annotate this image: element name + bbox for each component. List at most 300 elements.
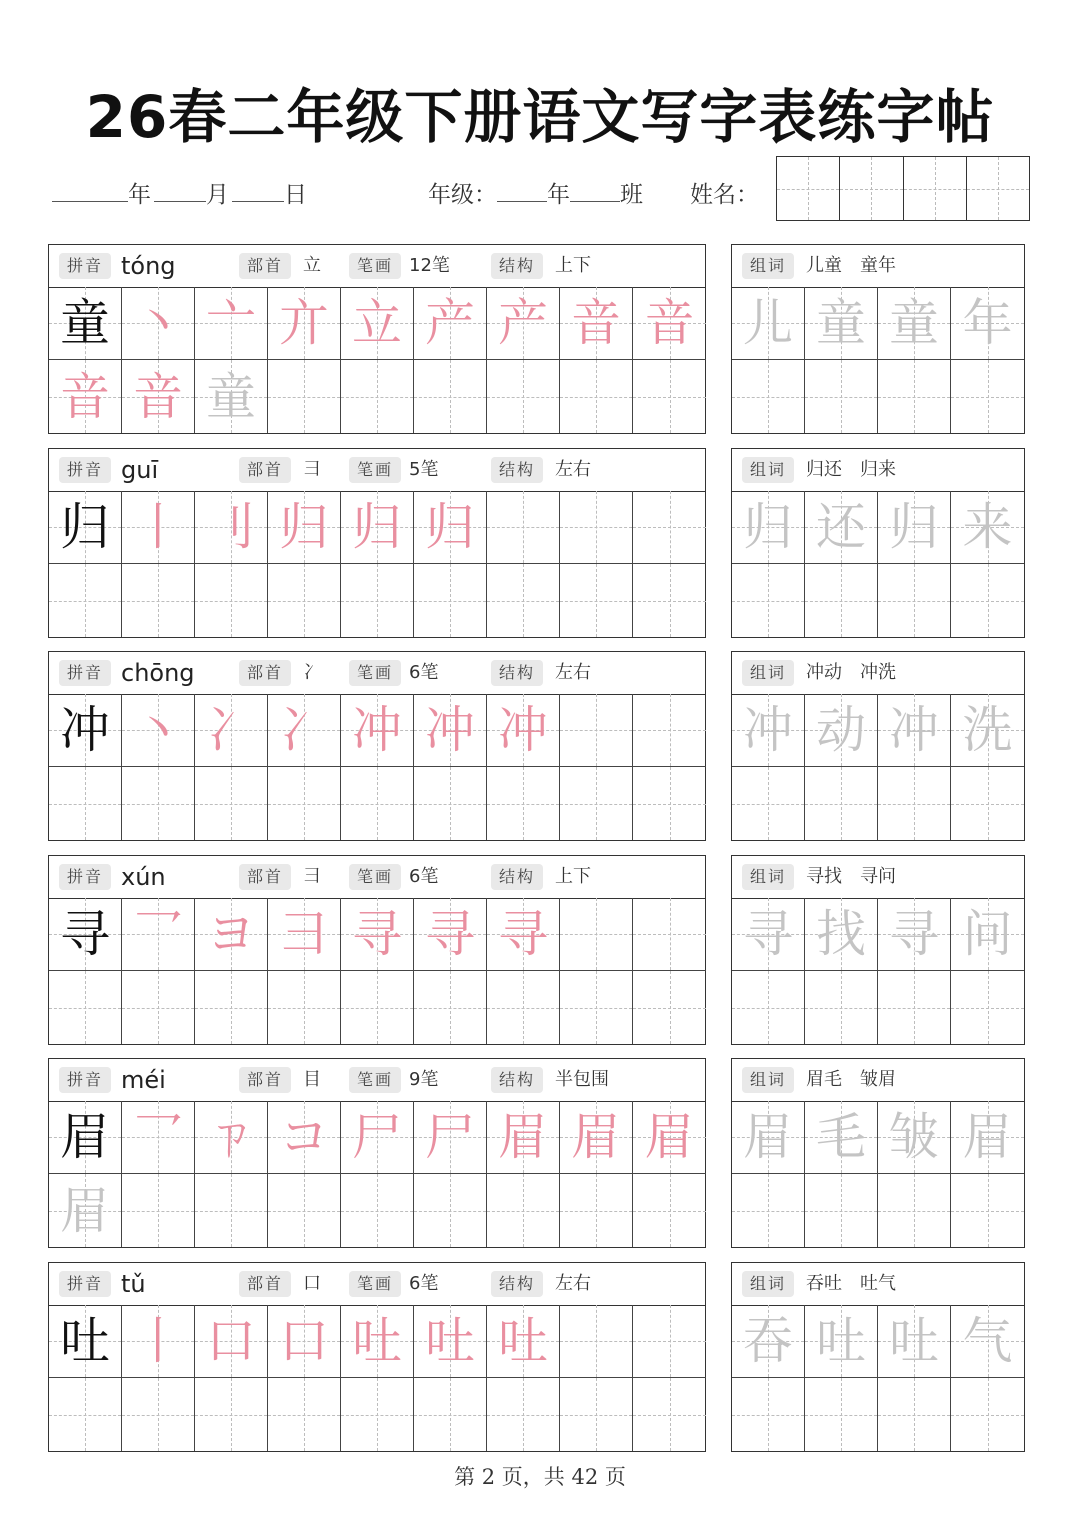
stroke-step-char: 音 [571,294,621,352]
page-footer: 第 2 页，共 42 页 [454,1465,626,1489]
practice-cell[interactable] [268,694,341,767]
grade-blank[interactable] [497,179,547,202]
practice-grid [49,287,706,433]
stroke-step-char: 寻 [498,905,548,963]
practice-cell[interactable] [268,971,341,1044]
practice-cell[interactable] [195,767,268,840]
stroke-step-char: 产 [498,294,548,352]
stroke-step-char: 归 [425,498,475,556]
practice-cell[interactable] [122,360,195,433]
practice-cell[interactable] [268,767,341,840]
trace-cell[interactable] [805,1174,878,1247]
practice-cell[interactable] [49,898,122,971]
practice-cell[interactable] [122,564,195,637]
stroke-step-char: 亣 [279,294,329,352]
practice-cell[interactable] [341,767,414,840]
pinyin-value: xún [121,863,166,891]
trace-cell[interactable] [878,767,951,840]
strokes-value: 12笔 [409,255,450,276]
practice-cell[interactable] [633,1101,706,1174]
words-value: 寻找 寻问 [806,866,896,887]
trace-cell[interactable] [805,767,878,840]
trace-cell[interactable] [951,971,1024,1044]
practice-cell[interactable] [195,564,268,637]
stroke-step-char: 寻 [352,905,402,963]
trace-cell[interactable] [805,360,878,433]
trace-char: 寻 [743,905,793,963]
pinyin-value: tóng [121,252,176,280]
practice-grid [49,491,706,637]
word-trace-grid [732,1305,1024,1451]
strokes-tag: 笔画 [349,1067,401,1093]
practice-cell[interactable] [341,564,414,637]
month-blank[interactable] [154,179,206,202]
strokes-tag: 笔画 [349,253,401,279]
trace-cell[interactable] [805,694,878,767]
strokes-tag: 笔画 [349,457,401,483]
practice-cell[interactable] [122,1101,195,1174]
trace-cell[interactable] [805,1305,878,1378]
trace-cell[interactable] [951,564,1024,637]
pinyin-tag: 拼音 [59,457,111,483]
year-blank[interactable] [52,179,128,202]
stroke-step-char: 丶 [133,294,183,352]
trace-cell[interactable] [951,898,1024,971]
practice-cell[interactable] [414,491,487,564]
structure-tag: 结构 [491,253,543,279]
practice-cell[interactable] [49,287,122,360]
trace-cell[interactable] [732,564,805,637]
practice-cell[interactable] [122,694,195,767]
trace-char: 找 [816,905,866,963]
practice-cell[interactable] [414,1305,487,1378]
practice-cell[interactable] [633,1378,706,1451]
stroke-step-char: 冲 [425,701,475,759]
practice-cell[interactable] [560,287,633,360]
trace-char: 问 [962,905,1013,963]
practice-cell[interactable] [341,1305,414,1378]
class-label: 班 [620,182,643,208]
practice-cell[interactable] [195,1305,268,1378]
trace-cell[interactable] [732,1101,805,1174]
trace-char: 眉 [962,1108,1013,1166]
practice-cell[interactable] [487,898,560,971]
stroke-step-char: 彐 [279,905,329,963]
radical-tag: 部首 [239,864,291,890]
words-info-row [732,1059,1024,1102]
practice-cell[interactable] [268,1378,341,1451]
month-label: 月 [206,182,229,208]
practice-cell[interactable] [633,767,706,840]
stroke-step-char: 乛 [133,905,183,963]
trace-char: 儿 [743,294,793,352]
char-info-row [49,1059,705,1102]
practice-cell[interactable] [414,360,487,433]
trace-cell[interactable] [951,1101,1024,1174]
practice-cell[interactable] [633,287,706,360]
trace-cell[interactable] [951,1378,1024,1451]
word-practice-card [731,1058,1025,1248]
practice-cell[interactable] [414,767,487,840]
trace-cell[interactable] [878,287,951,360]
practice-cell[interactable] [122,1174,195,1247]
words-tag: 组词 [742,660,794,686]
practice-cell[interactable] [195,360,268,433]
char-info-row [49,1263,705,1306]
practice-cell[interactable] [122,491,195,564]
practice-cell[interactable] [633,971,706,1044]
trace-char: 童 [889,294,939,352]
stroke-step-char: 口 [206,1312,256,1370]
trace-char: 归 [889,498,939,556]
practice-cell[interactable] [487,491,560,564]
pinyin-tag: 拼音 [59,1271,111,1297]
practice-cell[interactable] [49,694,122,767]
structure-value: 左右 [555,459,591,480]
word-practice-card [731,1262,1025,1452]
words-info-row [732,1263,1024,1306]
trace-cell[interactable] [878,1378,951,1451]
practice-cell[interactable] [414,898,487,971]
trace-char: 童 [816,294,866,352]
practice-cell[interactable] [268,360,341,433]
practice-cell[interactable] [560,767,633,840]
trace-char: 还 [816,498,866,556]
trace-cell[interactable] [805,898,878,971]
words-tag: 组词 [742,457,794,483]
trace-cell[interactable] [805,1378,878,1451]
char-info-row [49,856,705,899]
stroke-step-char: コ [279,1108,329,1166]
practice-cell[interactable] [487,1101,560,1174]
char-practice-card [48,1058,706,1248]
pinyin-tag: 拼音 [59,660,111,686]
practice-cell[interactable] [633,564,706,637]
practice-cell[interactable] [560,694,633,767]
radical-value: 冫 [303,662,321,683]
practice-cell[interactable] [341,1378,414,1451]
trace-cell[interactable] [732,1305,805,1378]
practice-cell[interactable] [49,1174,122,1247]
structure-tag: 结构 [491,1271,543,1297]
stroke-step-char: 音 [133,367,183,426]
name-cell[interactable] [904,157,967,220]
practice-cell[interactable] [122,1378,195,1451]
practice-cell[interactable] [633,491,706,564]
trace-char: 归 [743,498,793,556]
practice-cell[interactable] [560,491,633,564]
stroke-step-char: 寻 [425,905,475,963]
trace-cell[interactable] [878,694,951,767]
trace-cell[interactable] [732,360,805,433]
practice-cell[interactable] [341,898,414,971]
practice-cell[interactable] [414,1174,487,1247]
trace-cell[interactable] [878,360,951,433]
model-char: 童 [60,294,110,352]
practice-cell[interactable] [414,287,487,360]
structure-value: 左右 [555,1273,591,1294]
practice-cell[interactable] [268,1174,341,1247]
practice-cell[interactable] [268,564,341,637]
word-trace-grid [732,898,1024,1044]
day-blank[interactable] [232,179,284,202]
practice-cell[interactable] [414,971,487,1044]
practice-cell[interactable] [268,1305,341,1378]
strokes-value: 6笔 [409,866,439,887]
practice-cell[interactable] [122,1305,195,1378]
trace-cell[interactable] [878,1101,951,1174]
stroke-step-char: 吐 [425,1312,475,1370]
practice-cell[interactable] [633,360,706,433]
word-trace-grid [732,694,1024,840]
practice-cell[interactable] [268,287,341,360]
model-char: 冲 [60,701,110,759]
practice-cell[interactable] [560,971,633,1044]
trace-cell[interactable] [732,694,805,767]
words-value: 眉毛 皱眉 [806,1069,896,1090]
practice-cell[interactable] [341,1101,414,1174]
practice-grid [49,898,706,1044]
trace-cell[interactable] [951,360,1024,433]
name-box[interactable] [776,156,1030,221]
practice-cell[interactable] [487,360,560,433]
char-practice-card [48,855,706,1045]
char-info-row [49,449,705,492]
model-char: 归 [60,498,110,556]
practice-cell[interactable] [487,1305,560,1378]
radical-value: 目 [303,1069,321,1090]
trace-cell[interactable] [732,1378,805,1451]
structure-value: 上下 [555,255,591,276]
trace-cell[interactable] [951,1305,1024,1378]
trace-cell[interactable] [878,1174,951,1247]
words-value: 归还 归来 [806,459,896,480]
practice-cell[interactable] [49,767,122,840]
stroke-step-char: 冲 [498,701,548,759]
radical-value: 彐 [303,866,321,887]
pinyin-tag: 拼音 [59,253,111,279]
trace-char: 吐 [816,1312,866,1370]
practice-cell[interactable] [414,564,487,637]
stroke-step-char: 音 [60,367,110,426]
radical-tag: 部首 [239,660,291,686]
word-practice-card [731,448,1025,638]
trace-cell[interactable] [732,1174,805,1247]
words-tag: 组词 [742,864,794,890]
practice-cell[interactable] [122,971,195,1044]
words-tag: 组词 [742,1271,794,1297]
practice-cell[interactable] [49,1101,122,1174]
practice-cell[interactable] [487,971,560,1044]
practice-cell[interactable] [633,694,706,767]
trace-char: 来 [962,498,1013,556]
practice-cell[interactable] [487,694,560,767]
practice-cell[interactable] [49,564,122,637]
trace-cell[interactable] [878,491,951,564]
practice-cell[interactable] [195,694,268,767]
words-value: 儿童 童年 [806,255,896,276]
practice-cell[interactable] [560,360,633,433]
practice-cell[interactable] [49,491,122,564]
strokes-tag: 笔画 [349,660,401,686]
trace-char: 洗 [962,701,1013,759]
char-info-row [49,652,705,695]
practice-cell[interactable] [122,287,195,360]
practice-cell[interactable] [487,564,560,637]
trace-char: 吞 [743,1312,793,1370]
stroke-step-char: 立 [352,294,402,352]
stroke-step-char: 冫 [206,701,256,759]
practice-cell[interactable] [268,491,341,564]
trace-cell[interactable] [878,564,951,637]
trace-cell[interactable] [805,971,878,1044]
practice-cell[interactable] [414,1378,487,1451]
pinyin-tag: 拼音 [59,864,111,890]
practice-cell[interactable] [268,1101,341,1174]
practice-cell[interactable] [487,287,560,360]
practice-cell[interactable] [487,1378,560,1451]
words-value: 冲动 冲洗 [806,662,896,683]
trace-cell[interactable] [805,1101,878,1174]
stroke-step-char: 眉 [571,1108,621,1166]
word-practice-card [731,855,1025,1045]
practice-cell[interactable] [560,1378,633,1451]
structure-tag: 结构 [491,864,543,890]
structure-value: 上下 [555,866,591,887]
char-practice-card [48,651,706,841]
name-cell[interactable] [777,157,840,220]
trace-cell[interactable] [805,491,878,564]
stroke-step-char: 童 [206,367,256,426]
stroke-step-char: 眉 [644,1108,695,1166]
structure-value: 半包围 [555,1069,609,1090]
practice-cell[interactable] [633,1305,706,1378]
trace-cell[interactable] [732,971,805,1044]
strokes-tag: 笔画 [349,1271,401,1297]
trace-char: 皱 [889,1108,939,1166]
grade-label: 年级： [428,182,497,208]
model-char: 吐 [60,1312,110,1370]
stroke-step-char: 吐 [352,1312,402,1370]
word-practice-card [731,651,1025,841]
stroke-step-char: 归 [352,498,402,556]
practice-cell[interactable] [195,287,268,360]
practice-cell[interactable] [414,1101,487,1174]
trace-cell[interactable] [805,287,878,360]
practice-cell[interactable] [49,360,122,433]
practice-cell[interactable] [341,287,414,360]
practice-cell[interactable] [341,971,414,1044]
trace-cell[interactable] [732,491,805,564]
practice-cell[interactable] [341,491,414,564]
trace-cell[interactable] [951,491,1024,564]
char-practice-card [48,1262,706,1452]
pinyin-value: tǔ [121,1270,146,1298]
name-label: 姓名： [690,182,759,208]
trace-cell[interactable] [732,898,805,971]
stroke-step-char: 丶 [133,701,183,759]
practice-cell[interactable] [49,971,122,1044]
trace-char: 毛 [816,1108,866,1166]
words-info-row [732,652,1024,695]
trace-cell[interactable] [878,971,951,1044]
practice-cell[interactable] [195,1174,268,1247]
word-practice-card [731,244,1025,434]
trace-cell[interactable] [878,898,951,971]
practice-cell[interactable] [195,1101,268,1174]
structure-tag: 结构 [491,660,543,686]
practice-cell[interactable] [49,1378,122,1451]
trace-cell[interactable] [805,564,878,637]
practice-cell[interactable] [341,694,414,767]
name-cell[interactable] [840,157,903,220]
practice-cell[interactable] [122,767,195,840]
practice-cell[interactable] [487,1174,560,1247]
trace-char: 动 [816,701,866,759]
class-blank[interactable] [570,179,620,202]
practice-cell[interactable] [195,491,268,564]
practice-cell[interactable] [633,898,706,971]
practice-cell[interactable] [49,1305,122,1378]
pinyin-value: guī [121,456,159,484]
trace-cell[interactable] [951,767,1024,840]
stroke-step-char: 眉 [498,1108,548,1166]
practice-cell[interactable] [487,767,560,840]
practice-cell[interactable] [268,898,341,971]
structure-tag: 结构 [491,1067,543,1093]
day-label: 日 [284,182,307,208]
words-tag: 组词 [742,1067,794,1093]
trace-char: 寻 [889,905,939,963]
practice-cell[interactable] [195,1378,268,1451]
trace-cell[interactable] [951,287,1024,360]
practice-cell[interactable] [195,898,268,971]
practice-grid [49,1305,706,1451]
structure-tag: 结构 [491,457,543,483]
page-title: 26春二年级下册语文写字表练字帖 [85,83,995,151]
model-char: 寻 [60,905,110,963]
char-info-row [49,245,705,288]
name-cell[interactable] [967,157,1029,220]
radical-tag: 部首 [239,253,291,279]
practice-grid [49,1101,706,1247]
practice-cell[interactable] [560,1101,633,1174]
trace-cell[interactable] [951,694,1024,767]
trace-cell[interactable] [951,1174,1024,1247]
radical-tag: 部首 [239,1271,291,1297]
practice-cell[interactable] [341,360,414,433]
word-trace-grid [732,491,1024,637]
practice-cell[interactable] [560,1305,633,1378]
practice-cell[interactable] [560,564,633,637]
stroke-step-char: 口 [279,1312,329,1370]
practice-cell[interactable] [633,1174,706,1247]
practice-cell[interactable] [560,1174,633,1247]
trace-cell[interactable] [878,1305,951,1378]
words-value: 吞吐 吐气 [806,1273,896,1294]
practice-cell[interactable] [414,694,487,767]
stroke-step-char: 吐 [498,1312,548,1370]
practice-cell[interactable] [122,898,195,971]
practice-cell[interactable] [195,971,268,1044]
stroke-step-char: 音 [644,294,695,352]
stroke-step-char: 丨 [133,1312,183,1370]
trace-cell[interactable] [732,767,805,840]
practice-cell[interactable] [560,898,633,971]
practice-cell[interactable] [341,1174,414,1247]
stroke-step-char: 亠 [206,294,256,352]
trace-cell[interactable] [732,287,805,360]
